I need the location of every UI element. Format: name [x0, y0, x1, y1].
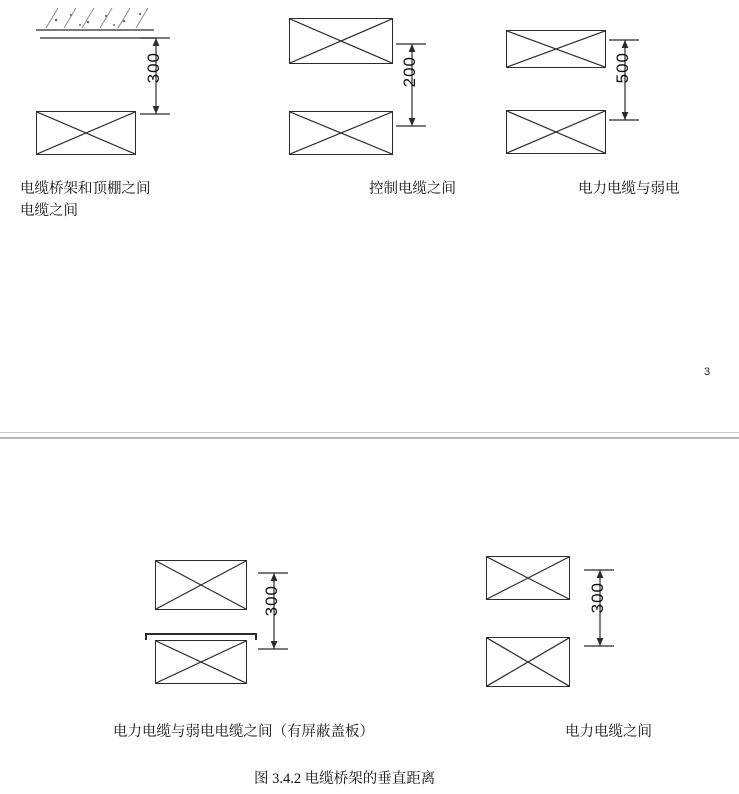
cable-tray [36, 111, 136, 155]
figure-caption-line1: 电力电缆之间 [565, 724, 652, 740]
dimension-label: 300 [588, 582, 607, 614]
cable-tray [155, 640, 247, 684]
dimension-label: 300 [144, 52, 163, 84]
figure-caption [578, 178, 680, 200]
figure-caption-line2: 电缆之间 [20, 203, 78, 219]
ceiling-hatch-icon [36, 6, 156, 46]
cable-tray [506, 30, 606, 68]
page-number: 3 [704, 366, 711, 378]
figure-caption-line1: 电力电缆与弱电电缆之间（有屏蔽盖板） [113, 724, 374, 740]
dimension-label: 200 [400, 56, 419, 88]
figure-caption [20, 178, 240, 222]
figure-caption [565, 721, 652, 743]
figure-caption-line1: 电力电缆与弱电 [578, 181, 680, 197]
figure-caption [369, 178, 456, 200]
figure-caption [113, 721, 374, 743]
page-separator [0, 437, 739, 439]
page-separator [0, 432, 739, 433]
figure-caption-line1: 电缆桥架和顶棚之间 [20, 181, 151, 197]
cable-tray [289, 111, 393, 155]
cable-tray [486, 637, 570, 687]
cable-tray [155, 560, 247, 610]
cable-tray [289, 18, 393, 64]
figure-caption-line1: 控制电缆之间 [369, 181, 456, 197]
shield-cover-plate [145, 633, 257, 640]
dimension-label: 300 [262, 585, 281, 617]
dimension-label: 500 [613, 52, 632, 84]
cable-tray [506, 110, 606, 154]
cable-tray [486, 556, 570, 600]
figure-title: 图 3.4.2 电缆桥架的垂直距离 [254, 771, 436, 787]
